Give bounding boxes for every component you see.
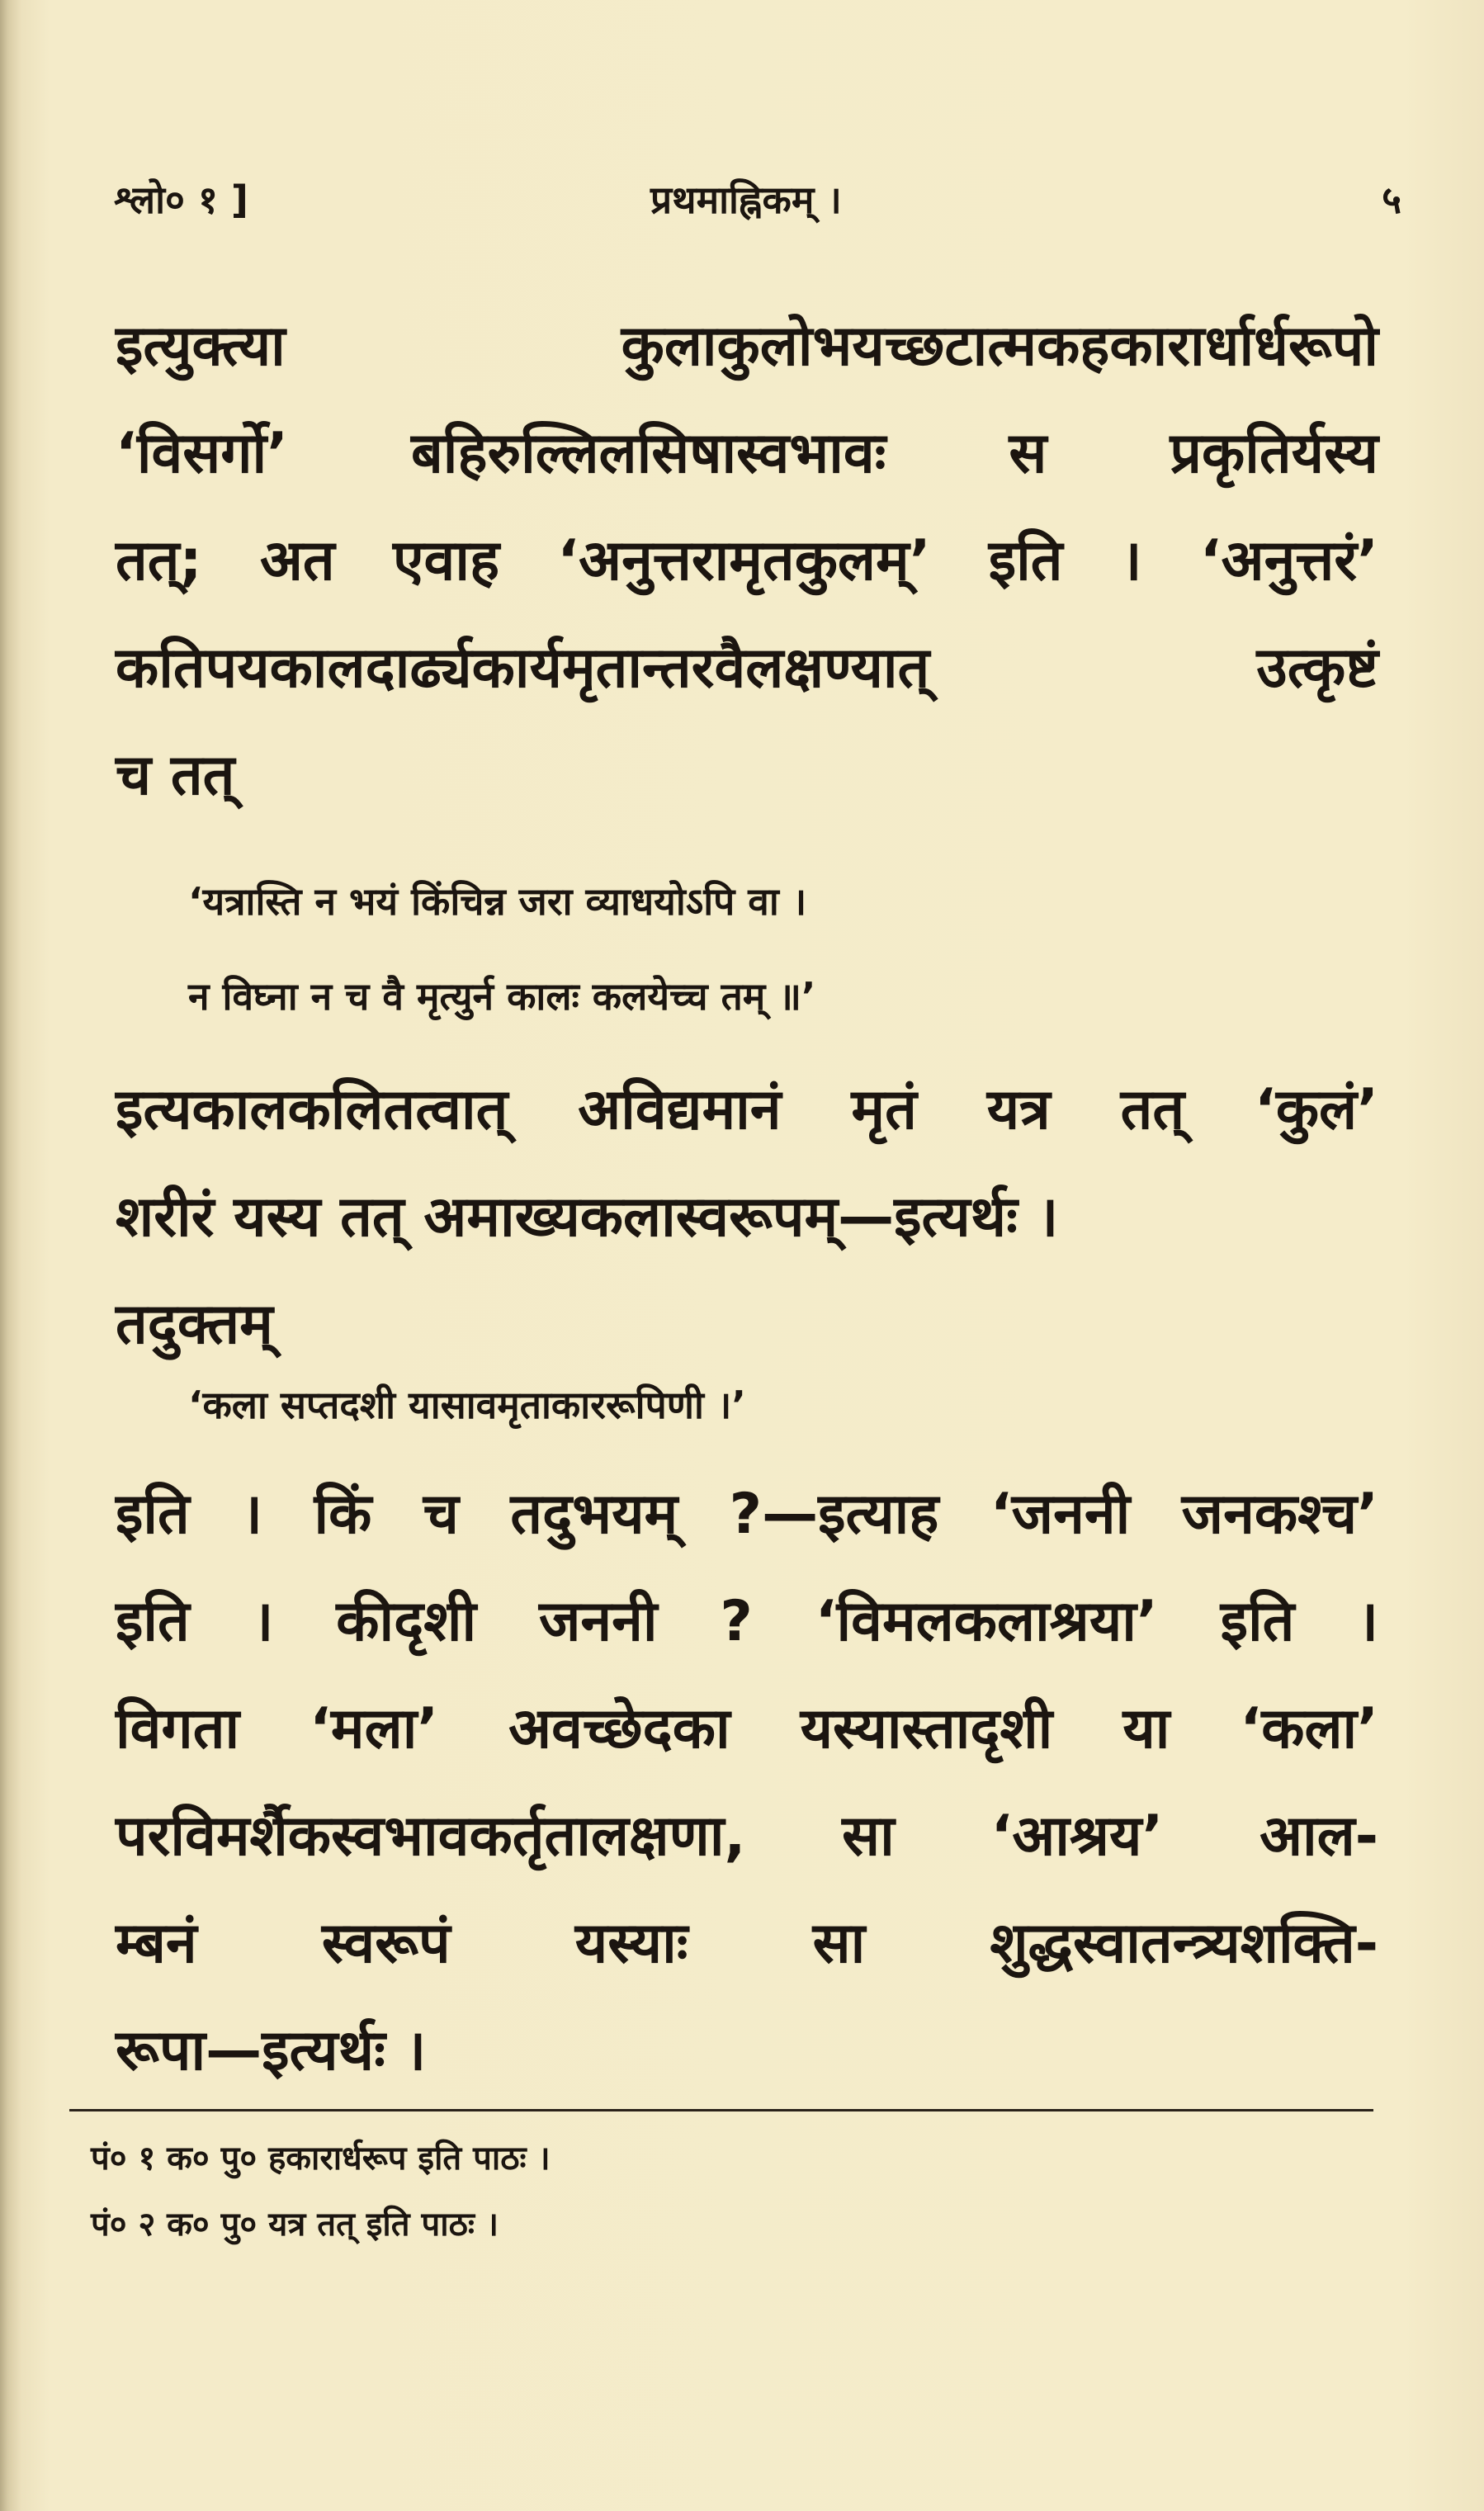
text-line: तदुक्तम् xyxy=(116,1292,273,1357)
page-number: ५ xyxy=(1382,177,1401,222)
verse-reference: श्लो० १ ] xyxy=(114,177,248,222)
text-line: इत्यकालकलितत्वात् अविद्यमानं मृतं यत्र तत् ‘कुलं’ xyxy=(116,1077,1378,1142)
text-line: तत्; अत एवाह ‘अनुत्तरामृतकुलम्’ इति । ‘अनुत्तरं’ xyxy=(116,528,1378,593)
footnote-divider xyxy=(69,2109,1373,2111)
footnote-2: पं० २ क० पु० यत्र तत् इति पाठः । xyxy=(91,2206,499,2244)
verse-line: न विघ्ना न च वै मृत्युर्न कालः कलयेच्च तम् ॥’ xyxy=(188,974,816,1019)
text-line: ‘विसर्गो’ बहिरुल्लिलसिषास्वभावः स प्रकृतिर्यस्य xyxy=(116,421,1378,486)
text-line: रूपा—इत्यर्थः । xyxy=(116,2018,427,2083)
text-line: इत्युक्त्या कुलाकुलोभयच्छटात्मकहकारार्धार्धरूपो xyxy=(116,314,1378,379)
text-line: शरीरं यस्य तत् अमाख्यकलास्वरूपम्—इत्यर्थः । xyxy=(116,1185,1059,1250)
footnote-1: पं० १ क० पु० हकारार्धरूप इति पाठः । xyxy=(91,2140,551,2178)
verse-line: ‘यत्रास्ति न भयं किंचिन्न जरा व्याधयोऽपि वा । xyxy=(188,879,807,924)
text-line: कतिपयकालदार्ढ्यकार्यमृतान्तरवैलक्षण्यात् उत्कृष्टं xyxy=(116,636,1378,701)
quoted-verse-2 xyxy=(188,1358,1344,1453)
chapter-title: प्रथमाह्निकम् । xyxy=(650,177,842,222)
text-line: च तत् xyxy=(116,743,235,808)
text-line: विगता ‘मला’ अवच्छेदका यस्यास्तादृशी या ‘कला’ xyxy=(116,1696,1378,1761)
quoted-verse-1 xyxy=(188,854,1344,1044)
text-line: इति । किं च तदुभयम् ?—इत्याह ‘जननी जनकश्च’ xyxy=(116,1482,1378,1547)
text-line: इति । कीदृशी जननी ? ‘विमलकलाश्रया’ इति । xyxy=(116,1589,1378,1654)
text-line: परविमर्शैकस्वभावकर्तृतालक्षणा, सा ‘आश्रय’ आल- xyxy=(116,1804,1378,1869)
commentary-paragraph-2 xyxy=(116,1057,1378,1378)
running-header xyxy=(114,157,1401,231)
verse-line: ‘कला सप्तदशी यासावमृताकाररूपिणी ।’ xyxy=(188,1383,746,1427)
text-line: म्बनं स्वरूपं यस्याः सा शुद्धस्वातन्त्र्यशक्ति- xyxy=(116,1911,1378,1976)
commentary-paragraph-1 xyxy=(116,293,1378,830)
commentary-paragraph-3 xyxy=(116,1461,1378,2105)
